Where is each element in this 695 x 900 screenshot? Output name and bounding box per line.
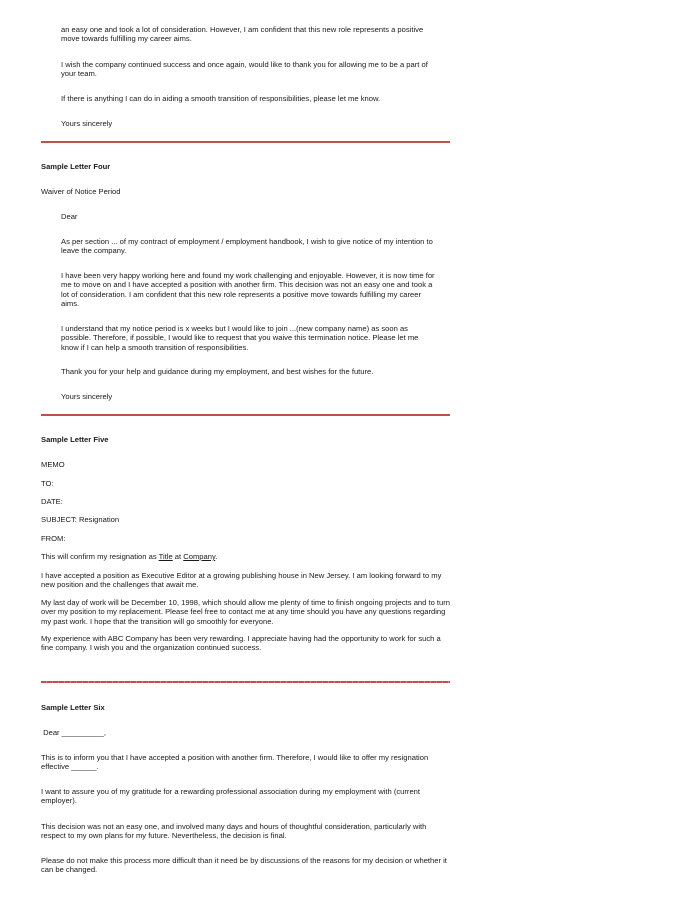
letter-three-closing: Yours sincerely <box>61 119 113 128</box>
letter-five-paragraph: My experience with ABC Company has been very rewarding. I appreciate having had the opportunity to work for such a fine company. I wish you and the organization continued success. <box>41 634 441 653</box>
letter-six-salutation: Dear __________, <box>41 728 107 737</box>
letter-six-paragraph: Please do not make this process more difficult than it need be by discussions of the reasons for my decision or whether it can be changed. <box>41 856 447 875</box>
confirm-text: at <box>172 552 184 561</box>
confirm-text: This will confirm my resignation as <box>41 552 159 561</box>
letter-six-paragraph: This is to inform you that I have accepted a position with another firm. Therefore, I would like to offer my resignation effective ______. <box>41 753 429 772</box>
memo-subject: SUBJECT: Resignation <box>41 515 120 524</box>
letter-five-paragraph: My last day of work will be December 10, 1998, which should allow me plenty of time to finish ongoing projects and to turn over my position to my replacement. Please feel free to contact me at any time should you have any questions regarding my past work. I hope that the transition will go smoothly for everyone. <box>41 598 451 626</box>
letter-four-subtitle: Waiver of Notice Period <box>41 187 121 196</box>
letter-four-salutation: Dear <box>61 212 78 221</box>
section-divider <box>41 141 450 143</box>
confirm-text: . <box>215 552 218 561</box>
company-placeholder: Company <box>183 552 216 561</box>
letter-three-paragraph: an easy one and took a lot of consideration. However, I am confident that this new role represents a positive move towards fulfilling my career aims. <box>61 25 424 44</box>
memo-to: TO: <box>41 479 54 488</box>
letter-six-paragraph: I want to assure you of my gratitude for a rewarding professional association during my employment with (current employer). <box>41 787 421 806</box>
section-divider <box>41 681 450 683</box>
memo-from: FROM: <box>41 534 66 543</box>
memo-label: MEMO <box>41 460 65 469</box>
memo-date: DATE: <box>41 497 63 506</box>
letter-four-paragraph: I have been very happy working here and found my work challenging and enjoyable. However, it is now time for me to move on and I have accepted a position with another firm. This decision was not an easy one and took a lot of consideration. I am confident that this new role represents a positive move towards fulfilling my career aims. <box>61 271 435 309</box>
title-placeholder: Title <box>158 552 173 561</box>
letter-five-paragraph: I have accepted a position as Executive Editor at a growing publishing house in New Jersey. I am looking forward to my new position and the challenges that await me. <box>41 571 442 590</box>
letter-six-heading: Sample Letter Six <box>41 703 105 712</box>
letter-six-paragraph: This decision was not an easy one, and involved many days and hours of thoughtful consideration, particularly with respect to my own plans for my future. Nevertheless, the decision is final. <box>41 822 427 841</box>
letter-three-paragraph: I wish the company continued success and once again, would like to thank you for allowing me to be a part of your team. <box>61 60 428 79</box>
letter-four-closing: Yours sincerely <box>61 392 113 401</box>
section-divider <box>41 414 450 416</box>
letter-five-confirmation <box>41 552 451 561</box>
letter-four-heading: Sample Letter Four <box>41 162 111 171</box>
letter-four-paragraph: I understand that my notice period is x weeks but I would like to join ...(new company name) as soon as possible. Therefore, if possible, I would like to request that you waive this termination notice. Please let me know if I can help a smooth transition of responsibilities. <box>61 324 419 352</box>
letter-four-paragraph: As per section ... of my contract of employment / employment handbook, I wish to give notice of my intention to leave the company. <box>61 237 433 256</box>
letter-five-heading: Sample Letter Five <box>41 435 109 444</box>
letter-three-paragraph: If there is anything I can do in aiding a smooth transition of responsibilities, please let me know. <box>61 94 381 103</box>
letter-four-paragraph: Thank you for your help and guidance during my employment, and best wishes for the future. <box>61 367 374 376</box>
